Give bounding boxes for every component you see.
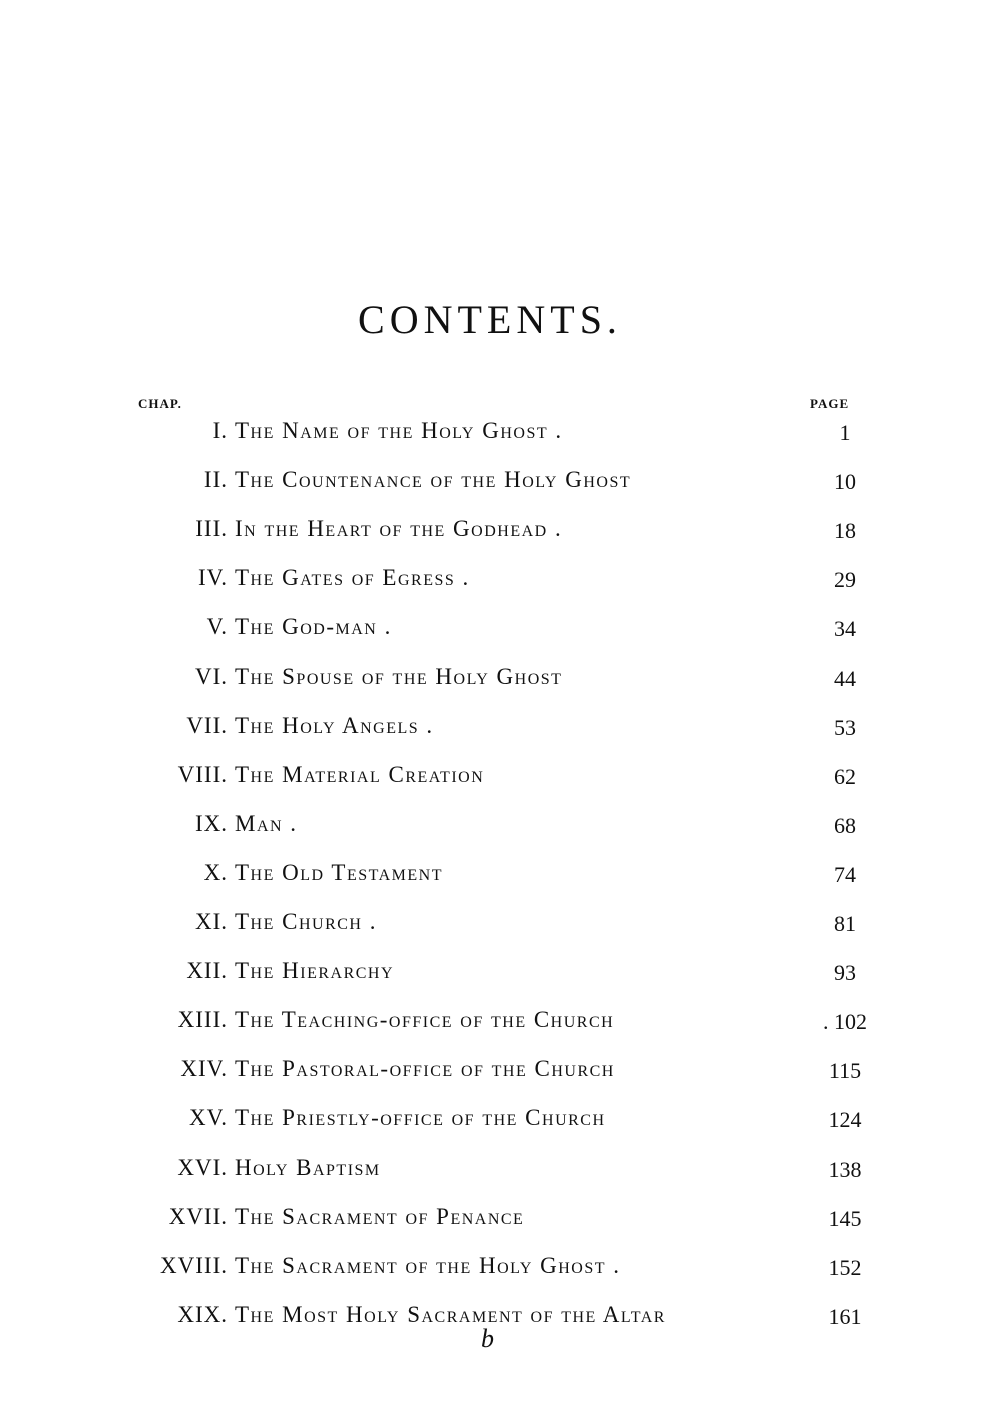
chapter-title: The Old Testament <box>235 859 443 885</box>
toc-row <box>0 467 1000 507</box>
page-number: 68 <box>834 812 856 838</box>
chapter-number: XVIII. <box>160 1252 228 1278</box>
toc-row <box>0 811 1000 851</box>
page-number: 145 <box>828 1205 862 1231</box>
chapter-number: XVI. <box>177 1154 228 1180</box>
page-number: 1 <box>839 420 851 445</box>
page-number: . 102 <box>823 1009 867 1035</box>
page-number: 18 <box>834 518 856 544</box>
chapter-title: Man . <box>235 810 298 836</box>
toc-row <box>0 1204 1000 1244</box>
toc-row <box>0 1253 1000 1293</box>
chapter-title: The Most Holy Sacrament of the Altar <box>235 1301 666 1327</box>
page-number: 152 <box>828 1254 862 1280</box>
toc-row <box>0 1105 1000 1145</box>
chapter-number: III. <box>195 516 228 542</box>
toc-row <box>0 1155 1000 1195</box>
chapter-number: IX. <box>194 810 228 836</box>
toc-row <box>0 1302 1000 1342</box>
chapter-title: The Name of the Holy Ghost . <box>235 418 563 443</box>
toc-row <box>0 516 1000 556</box>
page-number: 93 <box>834 960 856 986</box>
chapter-title: The Gates of Egress . <box>235 565 470 591</box>
page-column-header: PAGE <box>810 396 850 411</box>
toc-row <box>0 614 1000 654</box>
chapter-title: In the Heart of the Godhead . <box>235 516 563 542</box>
chapter-title: The Countenance of the Holy Ghost <box>235 467 632 493</box>
toc-row <box>0 664 1000 704</box>
page-number: 115 <box>828 1058 862 1084</box>
page-number: 34 <box>834 616 856 642</box>
chapter-title: The Sacrament of the Holy Ghost . <box>235 1252 621 1278</box>
page-number: 74 <box>834 861 856 887</box>
chapter-number: XI. <box>194 909 228 934</box>
chap-column-header: CHAP. <box>138 396 182 411</box>
chapter-title: The Church . <box>235 909 377 934</box>
page-number: 124 <box>828 1107 862 1133</box>
page-number: 10 <box>834 469 856 495</box>
chapter-title: The Hierarchy <box>235 958 395 984</box>
toc-row <box>0 860 1000 900</box>
chapter-number: VIII. <box>177 761 228 787</box>
toc-row <box>0 1007 1000 1047</box>
toc-row <box>0 762 1000 802</box>
chapter-title: The Spouse of the Holy Ghost <box>235 663 563 689</box>
chapter-number: V. <box>206 614 228 640</box>
chapter-number: VI. <box>194 663 228 689</box>
chapter-number: X. <box>203 859 228 885</box>
page-number: 138 <box>828 1156 862 1182</box>
chapter-number: XII. <box>186 958 228 984</box>
chapter-title: The Holy Angels . <box>235 712 434 738</box>
chapter-title: The Material Creation <box>235 761 485 787</box>
chapter-title: The Teaching-office of the Church <box>235 1007 615 1033</box>
toc-row <box>0 958 1000 998</box>
signature-mark: b <box>481 1324 494 1353</box>
page-number: 44 <box>834 665 856 691</box>
page-number: 53 <box>834 714 856 740</box>
chapter-number: I. <box>212 418 228 443</box>
chapter-title: The God-man . <box>235 614 392 640</box>
chapter-title: The Priestly-office of the Church <box>235 1105 606 1131</box>
page-number: 161 <box>828 1303 862 1329</box>
chapter-number: XIV. <box>180 1056 228 1082</box>
chapter-number: XIII. <box>177 1007 228 1033</box>
chapter-number: II. <box>203 467 228 493</box>
chapter-title: The Sacrament of Penance <box>235 1203 525 1229</box>
page-number: 81 <box>834 911 856 936</box>
toc-row <box>0 713 1000 753</box>
page-number: 29 <box>834 567 856 593</box>
chapter-number: XV. <box>188 1105 228 1131</box>
toc-row <box>0 909 1000 949</box>
page-title: CONTENTS. <box>358 297 622 342</box>
toc-row <box>0 565 1000 605</box>
chapter-number: XIX. <box>177 1301 228 1327</box>
chapter-number: VII. <box>186 712 228 738</box>
chapter-title: Holy Baptism <box>235 1154 381 1180</box>
chapter-number: XVII. <box>168 1203 228 1229</box>
toc-row <box>0 418 1000 458</box>
chapter-number: IV. <box>197 565 228 591</box>
chapter-title: The Pastoral-office of the Church <box>235 1056 615 1082</box>
page-number: 62 <box>834 763 856 789</box>
toc-row <box>0 1056 1000 1096</box>
